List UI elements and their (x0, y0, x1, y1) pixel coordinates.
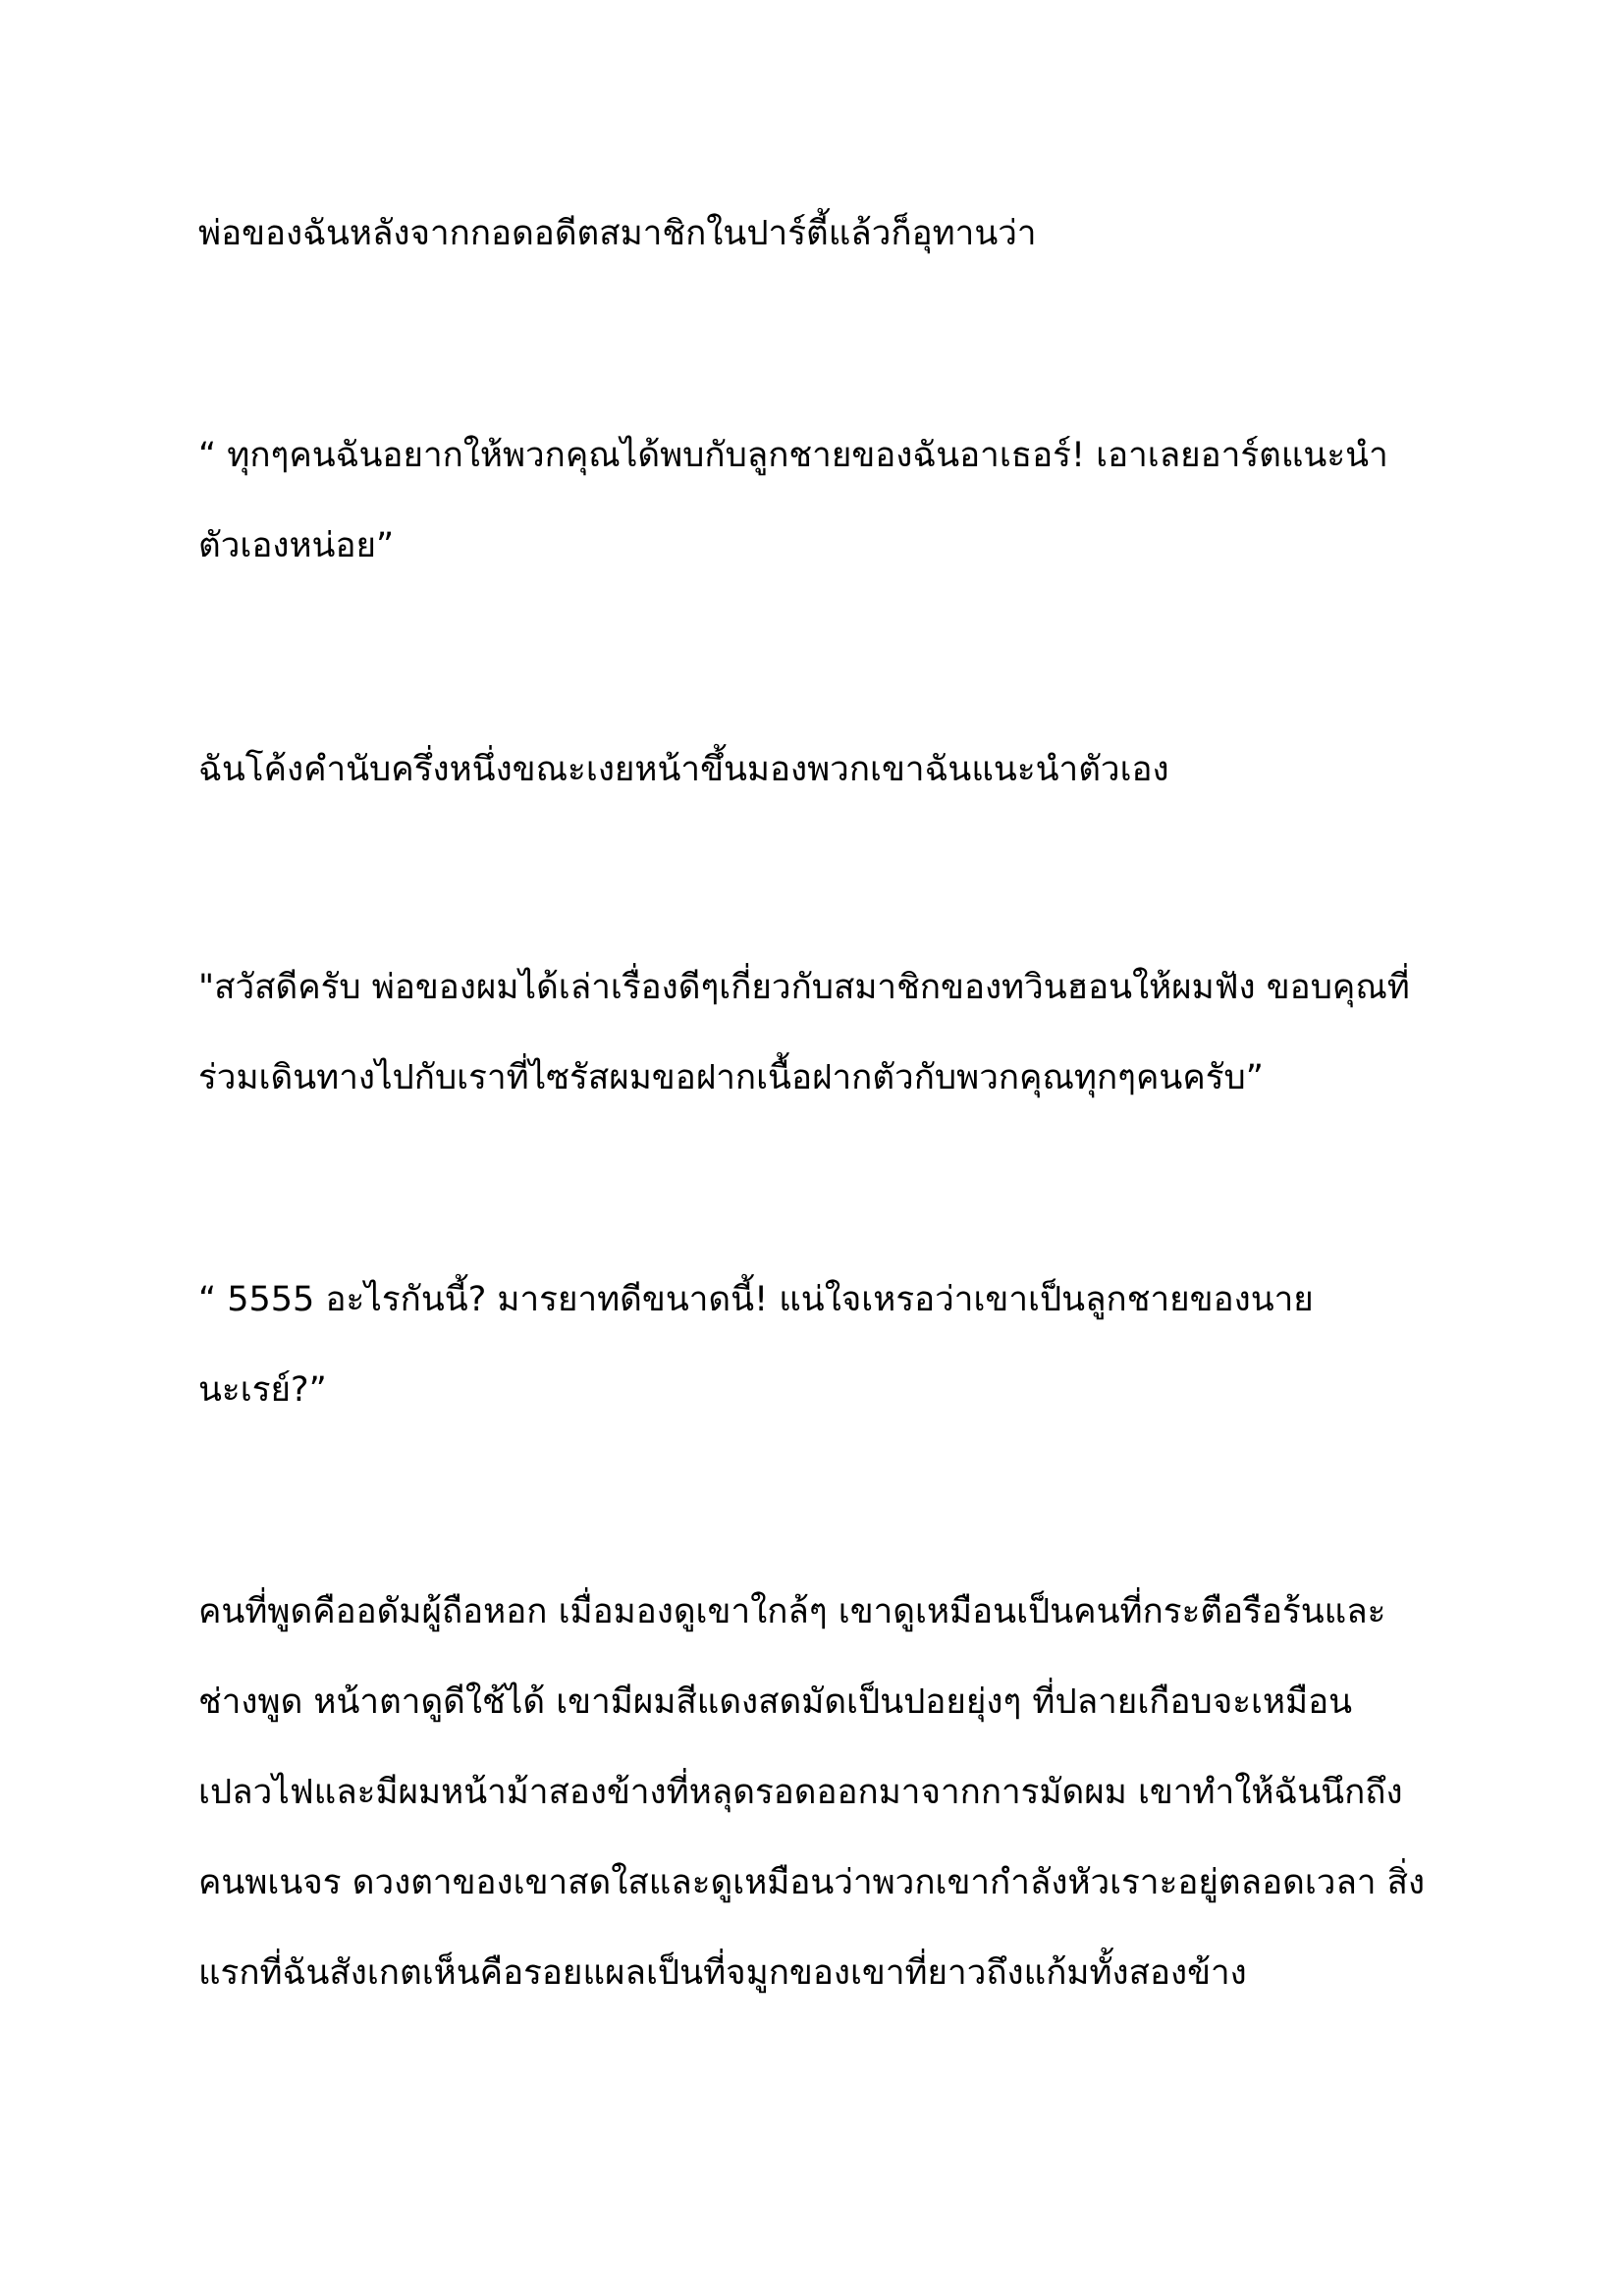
paragraph-arthur-greeting-quote (198, 942, 1455, 1123)
text-line: ร่วมเดินทางไปกับเราที่ไซรัสผมขอฝากเนื้อฝากตัวกับพวกคุณทุกๆคนครับ” (198, 1058, 1264, 1097)
text-line: “ 5555 อะไรกันนี้? มารยาทดีขนาดนี้! แน่ใจเหรอว่าเขาเป็นลูกชายของนาย (198, 1280, 1314, 1319)
text-line: คนที่พูดคืออดัมผู้ถือหอก เมื่อมองดูเขาใกล้ๆ เขาดูเหมือนเป็นคนที่กระตือรือร้นและ (198, 1592, 1386, 1631)
text-line: ตัวเองหน่อย” (198, 526, 395, 565)
paragraph-father-exclaims (198, 188, 1455, 279)
paragraph-bow-introduction (198, 724, 1455, 815)
text-line: "สวัสดีครับ พ่อของผมได้เล่าเรื่องดีๆเกี่ยวกับสมาชิกของทวินฮอนให้ผมฟัง ขอบคุณที่ (198, 968, 1410, 1007)
paragraph-adam-laugh-quote (198, 1255, 1455, 1435)
paragraph-father-introduction-quote (198, 410, 1455, 591)
text-line: พ่อของฉันหลังจากกอดอดีตสมาชิกในปาร์ตี้แล้วก็อุทานว่า (198, 214, 1037, 253)
text-line: “ ทุกๆคนฉันอยากให้พวกคุณได้พบกับลูกชายของฉันอาเธอร์! เอาเลยอาร์ตแนะนำ (198, 436, 1388, 475)
text-line: คนพเนจร ดวงตาของเขาสดใสและดูเหมือนว่าพวกเขากำลังหัวเราะอยู่ตลอดเวลา สิ่ง (198, 1863, 1426, 1902)
text-line: ฉันโค้งคำนับครึ่งหนึ่งขณะเงยหน้าขึ้นมองพวกเขาฉันแนะนำตัวเอง (198, 750, 1169, 789)
text-line: นะเรย์?” (198, 1370, 327, 1410)
text-line: แรกที่ฉันสังเกตเห็นคือรอยแผลเป็นที่จมูกของเขาที่ยาวถึงแก้มทั้งสองข้าง (198, 1953, 1247, 1993)
text-line: เปลวไฟและมีผมหน้าม้าสองข้างที่หลุดรอดออกมาจากการมัดผม เขาทำให้ฉันนึกถึง (198, 1773, 1403, 1812)
text-line: ช่างพูด หน้าตาดูดีใช้ได้ เขามีผมสีแดงสดมัดเป็นปอยยุ่งๆ ที่ปลายเกือบจะเหมือน (198, 1682, 1353, 1722)
paragraph-adam-description (198, 1567, 1455, 2018)
